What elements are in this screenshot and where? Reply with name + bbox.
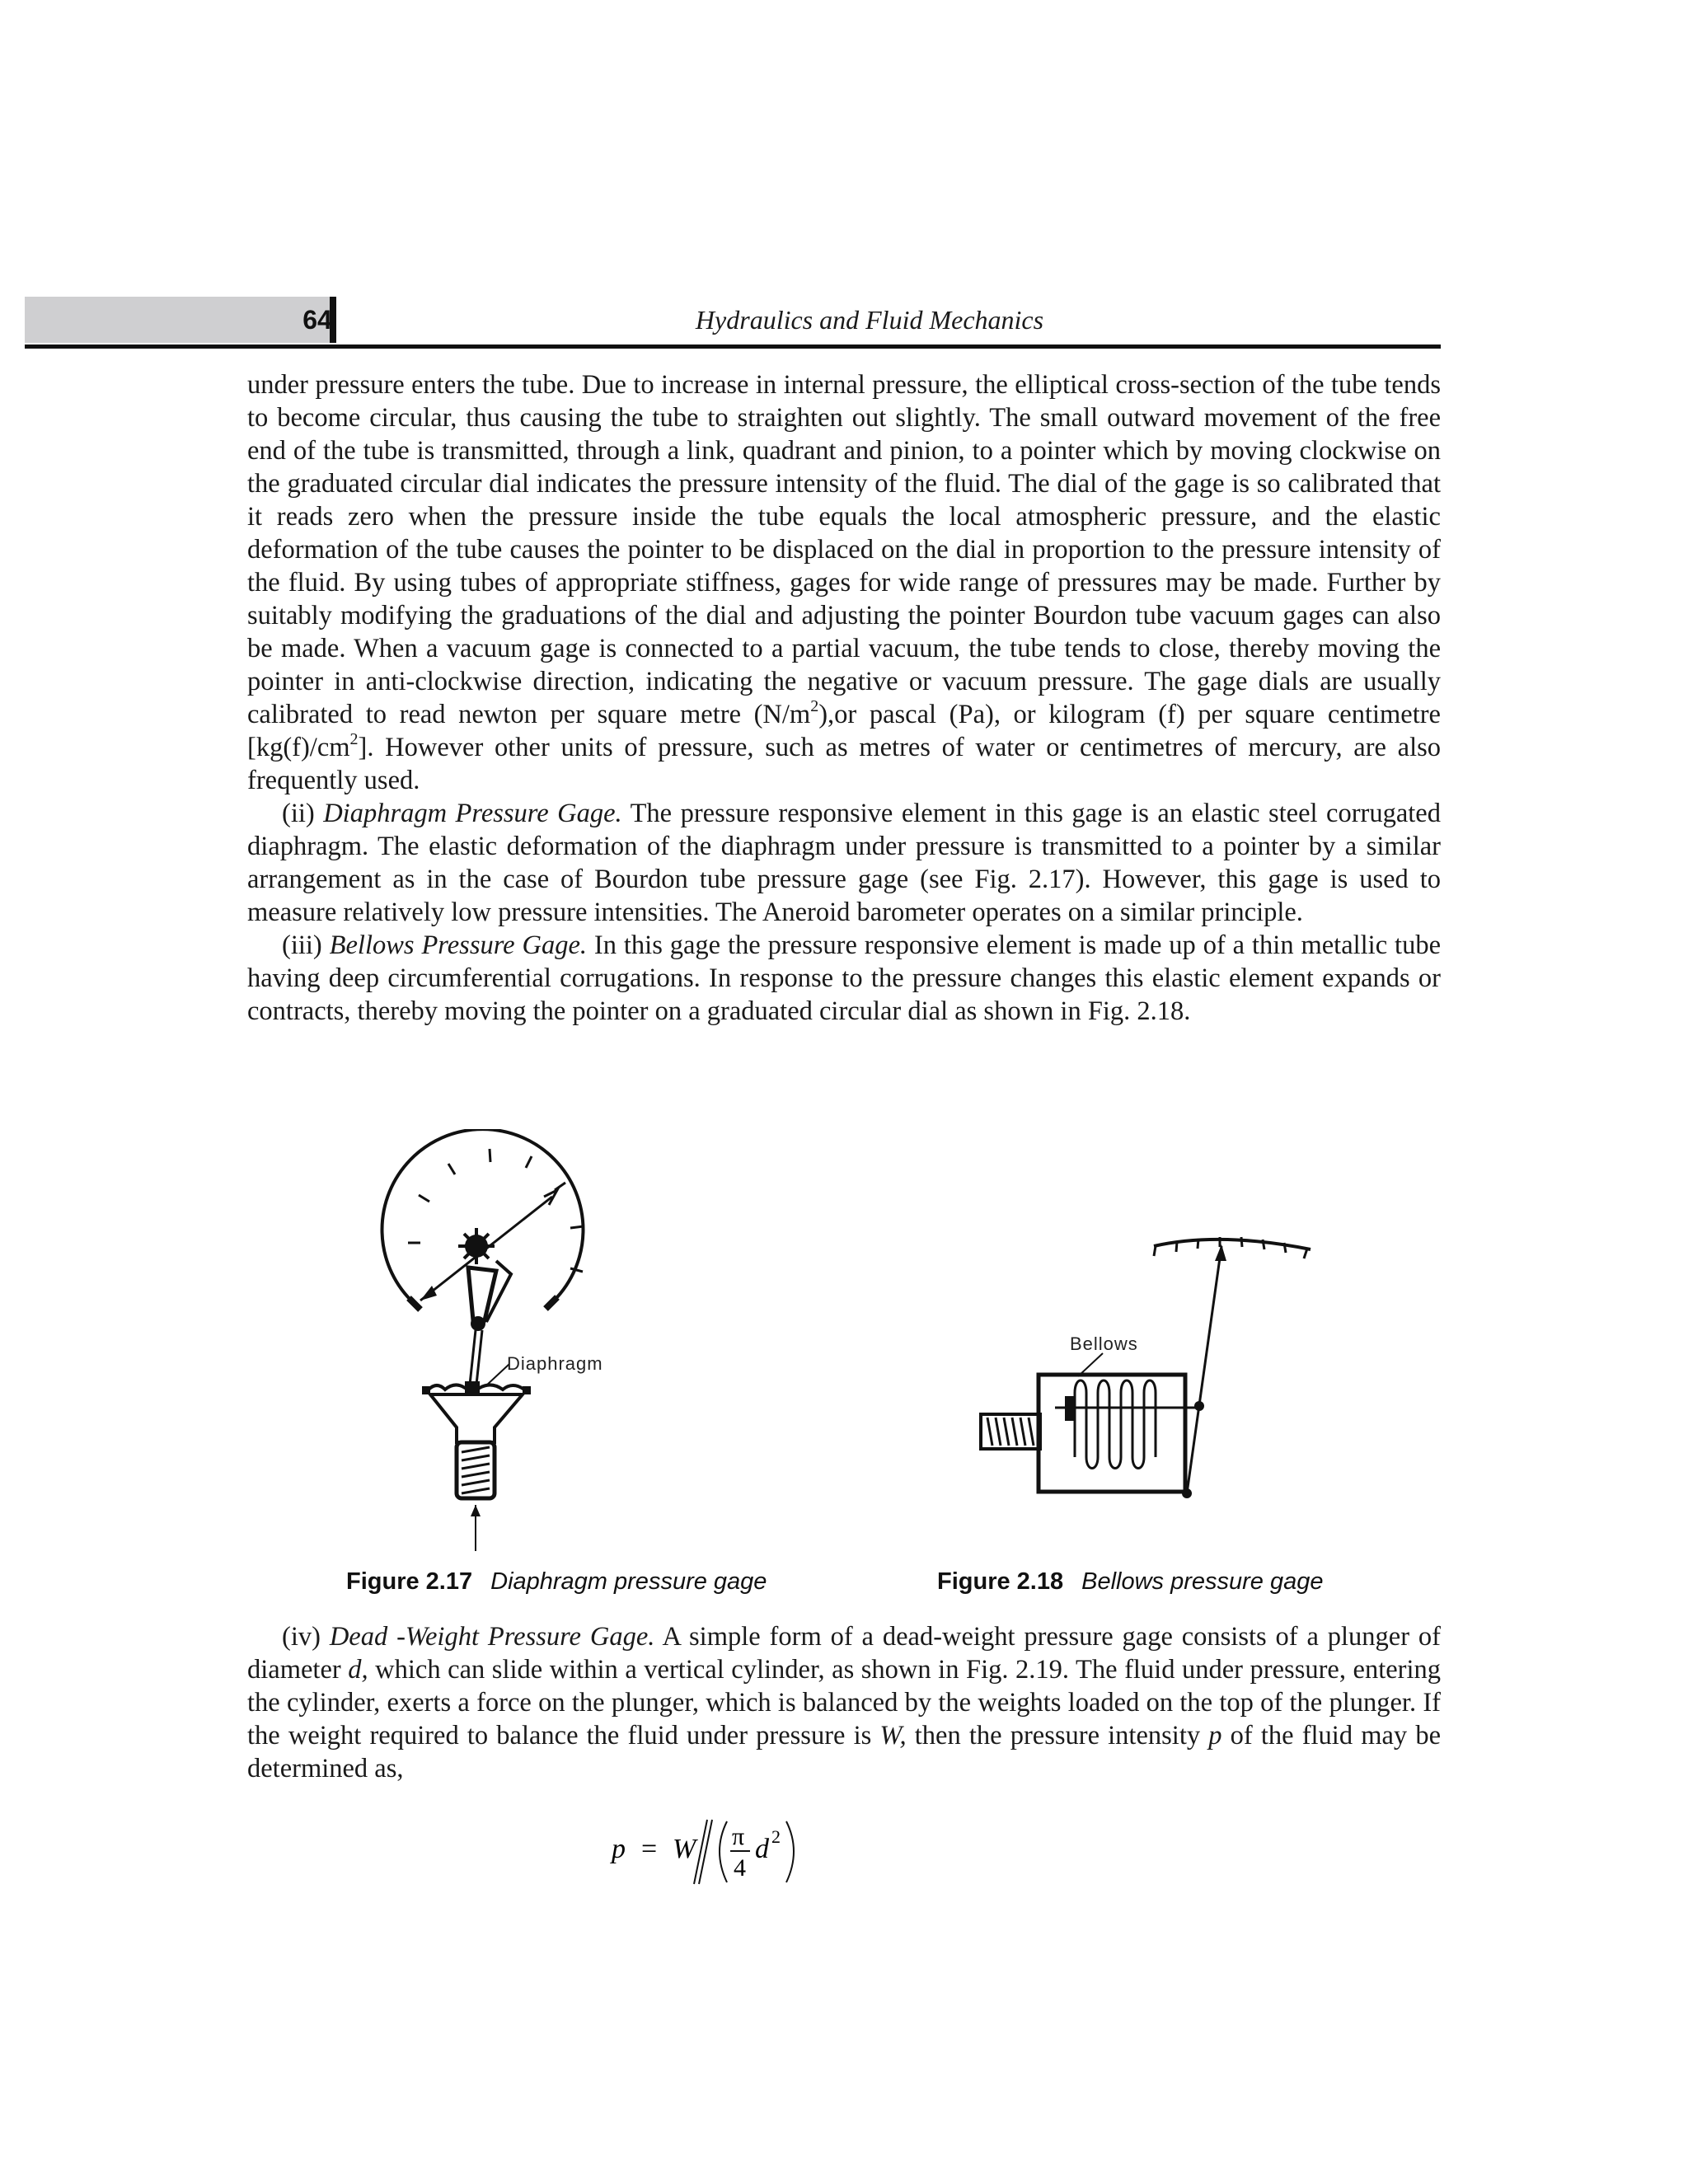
para2-term: Diaphragm Pressure Gage. xyxy=(323,799,622,828)
para3-lead: (iii) xyxy=(282,930,330,960)
bellows-inlet-threads xyxy=(987,1418,1034,1446)
figure-18-number: Figure 2.18 xyxy=(937,1568,1064,1595)
figures-row xyxy=(247,1129,1441,1607)
paragraph-dead-weight-gage xyxy=(247,1620,1441,1785)
para1-text-a: under pressure enters the tube. Due to increase in internal pressure, the elliptical cross-section of the tube tends to become circular, thus causing the tube to straighten out slightly. The small outward movement of the free end of the tube is transmitted, through a link, quadrant and pinion, to a pointer which by moving clockwise on the graduated circular dial indicates the pressure intensity of the fluid. The dial of the gage is so calibrated that it reads zero when the pressure inside the tube equals the local atmospheric pressure, and the elastic deformation of the tube causes the pointer to be displaced on the dial in proportion to the pressure intensity of the fluid. By using tubes of appropriate stiffness, gages for wide range of pressures may be made. Further by suitably modifying the graduations of the dial and adjusting the pointer Bourdon tube vacuum gages can also be made. When a vacuum gage is connected to a partial vacuum, the tube tends to close, thereby moving the pointer in anti-clockwise direction, indicating the negative or vacuum pressure. The gage dials are usually calibrated to read newton per square metre (N/m xyxy=(247,370,1441,729)
bellows-pointer-head xyxy=(1215,1244,1226,1261)
pressure-inlet-arrowhead xyxy=(471,1505,481,1516)
link-rod-b xyxy=(476,1330,482,1385)
para4-var-p: p xyxy=(1208,1721,1222,1750)
diaphragm-leader-line xyxy=(485,1364,509,1386)
pointer-arrow-head xyxy=(420,1286,437,1301)
page-header xyxy=(25,297,1441,351)
para4-term: Dead -Weight Pressure Gage. xyxy=(329,1622,655,1652)
para1-sup-a: 2 xyxy=(810,697,819,716)
dial-end-stops xyxy=(409,1297,557,1310)
equation-paren-left xyxy=(720,1821,727,1882)
para3-text: In this gage the pressure responsive element is made up of a thin metallic tube having deep circumferential corrugations. In response to the pressure changes this elastic element expands or contracts, thereby moving the pointer on a graduated circular dial as shown in Fig. 2.18. xyxy=(247,930,1441,1026)
para2-lead: (ii) xyxy=(282,799,324,828)
bellows-pointer-pivot xyxy=(1194,1401,1204,1411)
dial-arc xyxy=(382,1129,584,1304)
para4-var-d: d, xyxy=(348,1655,368,1685)
header-rule xyxy=(25,344,1441,349)
equation-w: W xyxy=(673,1834,696,1864)
body-text-lower xyxy=(247,1620,1441,1785)
paragraph-diaphragm-gage xyxy=(247,797,1441,929)
dial-ticks xyxy=(408,1149,584,1272)
equation-pi: π xyxy=(732,1823,745,1850)
figure-18-caption xyxy=(937,1568,1324,1596)
inlet-threads xyxy=(462,1447,490,1493)
equation-four: 4 xyxy=(734,1854,746,1882)
para4-text-c: then the pressure intensity xyxy=(906,1721,1209,1750)
bellows-gage-drawing xyxy=(956,1129,1335,1558)
equation-lhs: p xyxy=(612,1834,626,1864)
paragraph-bourdon-continued xyxy=(247,368,1441,797)
para4-text-d: of the fluid may be determined as, xyxy=(247,1721,1441,1783)
para1-sup-b: 2 xyxy=(349,730,359,749)
body-text-upper xyxy=(247,368,1441,1028)
figure-17-title: Diaphragm pressure gage xyxy=(490,1568,767,1595)
equation-equals: = xyxy=(641,1834,658,1864)
equation-exponent: 2 xyxy=(771,1826,781,1847)
figure-18-title: Bellows pressure gage xyxy=(1081,1568,1324,1595)
para4-text-a: A simple form of a dead-weight pressure gage consists of a plunger of diameter xyxy=(247,1622,1442,1685)
para1-text-b: ),or pascal (Pa), or kilogram (f) per square centimetre [kg(f)/cm xyxy=(247,700,1441,762)
bellows-housing xyxy=(1039,1375,1185,1492)
para1-text-c: ]. However other units of pressure, such as metres of water or centimetres of mercury, are also frequently used. xyxy=(247,733,1441,795)
bellows-label: Bellows xyxy=(1070,1333,1138,1354)
diaphragm-gage-drawing xyxy=(371,1129,684,1558)
para4-var-w: W, xyxy=(879,1721,907,1750)
figure-17-number: Figure 2.17 xyxy=(346,1568,473,1595)
bellows-corrugations xyxy=(1075,1380,1156,1469)
para4-text-b: which can slide within a vertical cylinder, as shown in Fig. 2.19. The fluid under pressure, entering the cylinder, exerts a force on the plunger, which is balanced by the weights loaded on the top of the plunger. If the weight required to balance the fluid under pressure is xyxy=(247,1655,1442,1750)
diaphragm-label: Diaphragm xyxy=(507,1353,603,1374)
pinion-teeth xyxy=(458,1228,495,1264)
diaphragm-housing xyxy=(430,1394,523,1442)
pressure-equation xyxy=(610,1813,824,1887)
paragraph-bellows-gage xyxy=(247,929,1441,1028)
para4-lead: (iv) xyxy=(282,1622,330,1652)
equation-d: d xyxy=(755,1834,769,1864)
para2-text: The pressure responsive element in this gage is an elastic steel corrugated diaphragm. The elastic deformation of the diaphragm under pressure is transmitted to a pointer by a similar arrangement as in the case of Bourdon tube pressure gage (see Fig. 2.17). However, this gage is used to measure relatively low pressure intensities. The Aneroid barometer operates on a similar principle. xyxy=(247,799,1441,927)
page-number: 64 xyxy=(302,305,332,335)
para3-term: Bellows Pressure Gage. xyxy=(329,930,588,960)
link-rod-a xyxy=(470,1330,476,1385)
equation-paren-right xyxy=(786,1821,794,1882)
figure-17-caption xyxy=(346,1568,767,1596)
quadrant-pivot xyxy=(471,1316,485,1331)
running-title: Hydraulics and Fluid Mechanics xyxy=(695,305,1044,335)
bellows-pointer xyxy=(1187,1246,1221,1493)
